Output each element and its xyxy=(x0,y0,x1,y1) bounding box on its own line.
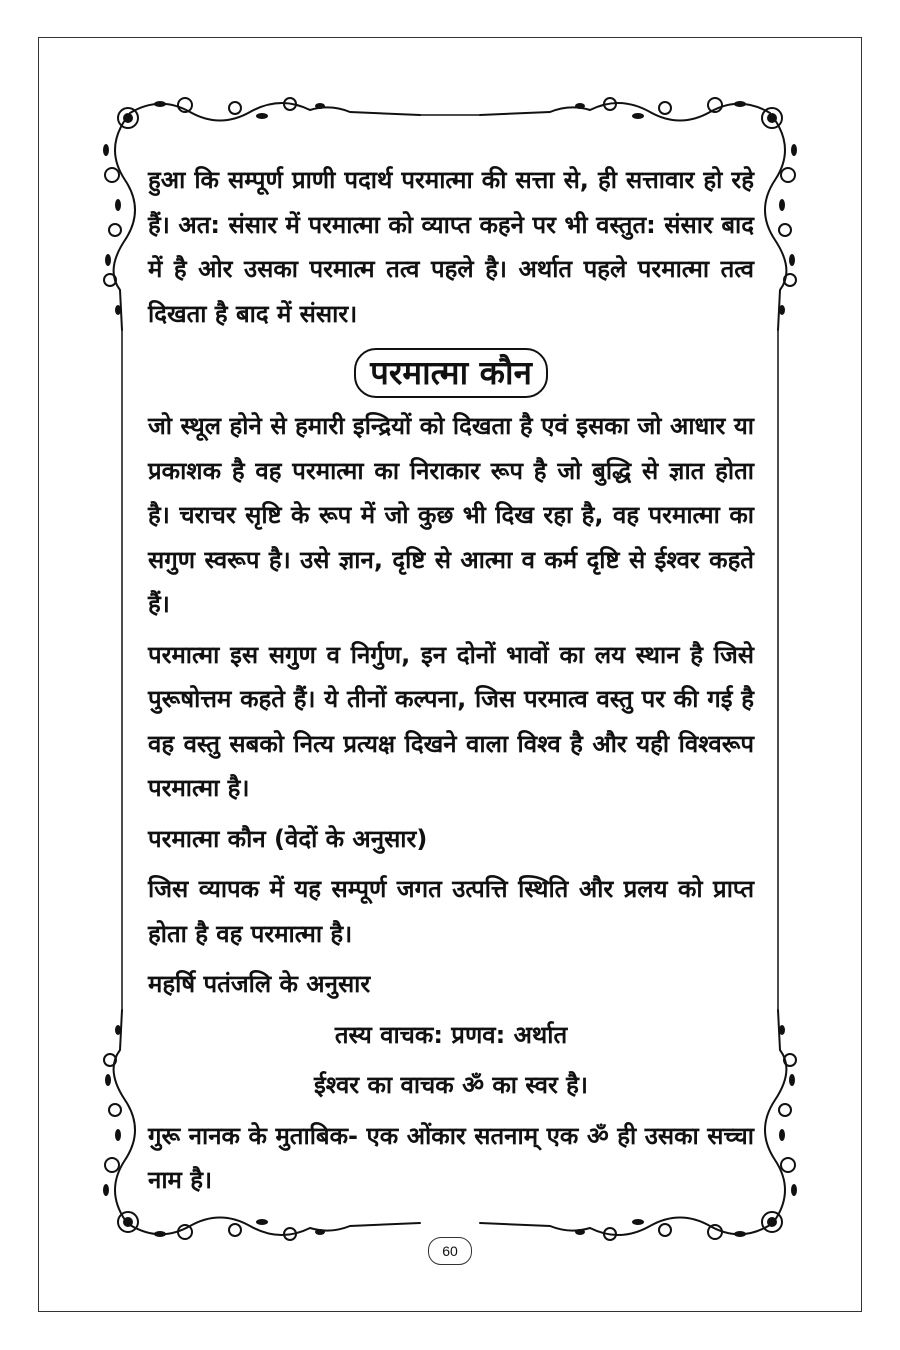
paragraph-2: परमात्मा इस सगुण व निर्गुण, इन दोनों भावों का लय स्थान है जिसे पुरूषोत्तम कहते हैं। ये तीनों कल्पना, जिस परमात्व वस्तु पर की गई है वह वस्तु सबको नित्य प्रत्यक्ष दिखने वाला विश्व है और यही विश्वरूप परमात्मा है। xyxy=(148,640,754,802)
section-heading: परमात्मा कौन xyxy=(354,348,548,398)
paragraph-4: गुरू नानक के मुताबिक- एक ओंकार सतनाम् एक ॐ ही उसका सच्चा नाम है। xyxy=(148,1121,754,1194)
page-number: 60 xyxy=(428,1237,472,1265)
quote-line-1: तस्य वाचक: प्रणव: अर्थात xyxy=(334,1020,568,1049)
paragraph-3: जिस व्यापक में यह सम्पूर्ण जगत उत्पत्ति स्थिति और प्रलय को प्राप्त होता है वह परमात्मा है। xyxy=(148,875,754,948)
heading-wrapper xyxy=(148,348,754,398)
subheading-patanjali: महर्षि पतंजलि के अनुसार xyxy=(148,970,371,998)
page-content xyxy=(148,158,754,1203)
paragraph-1: जो स्थूल होने से हमारी इन्द्रियों को दिखता है एवं इसका जो आधार या प्रकाशक है वह परमात्मा का निराकार रूप है जो बुद्धि से ज्ञात होता है। चराचर सृष्टि के रूप में जो कुछ भी दिख रहा है, वह परमात्मा का सगुण स्वरूप है। उसे ज्ञान, दृष्टि से आत्मा व कर्म दृष्टि से ईश्वर कहते हैं। xyxy=(148,412,754,618)
quote-line-2: ईश्वर का वाचक ॐ का स्वर है। xyxy=(313,1071,589,1099)
subheading-vedas: परमात्मा कौन (वेदों के अनुसार) xyxy=(148,824,428,853)
intro-paragraph: हुआ कि सम्पूर्ण प्राणी पदार्थ परमात्मा की सत्ता से, ही सत्तावार हो रहे हैं। अत: संसार में परमात्मा को व्याप्त कहने पर भी वस्तुत: संसार बाद में है ओर उसका परमात्म तत्व पहले है। अर्थात पहले परमात्मा तत्व दिखता है बाद में संसार। xyxy=(148,166,754,328)
